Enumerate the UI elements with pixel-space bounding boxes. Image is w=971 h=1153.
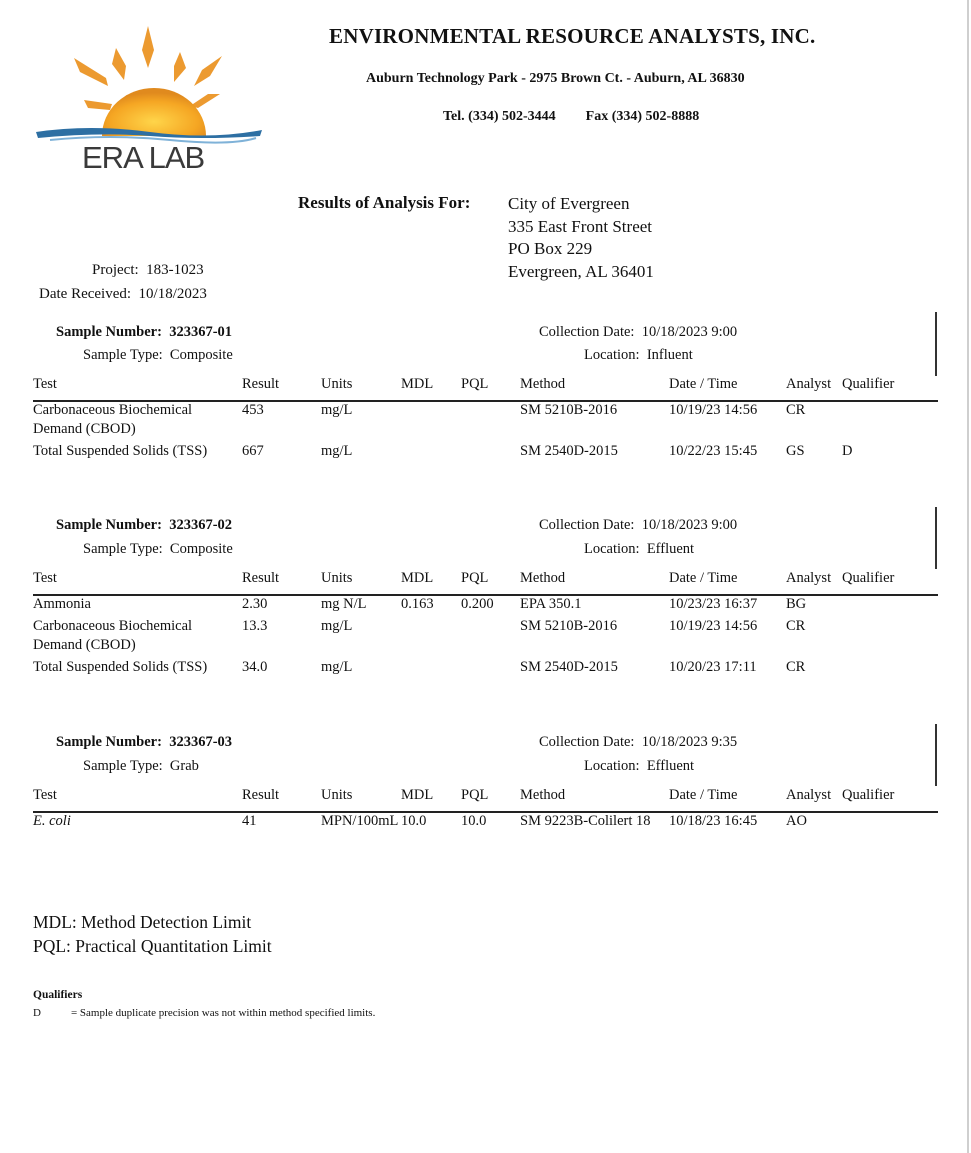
project-label: Project:: [92, 262, 139, 278]
sample-number: Sample Number: 323367-02: [56, 517, 233, 533]
qualifier-description: = Sample duplicate precision was not within method specified limits.: [70, 1007, 376, 1019]
collection-date: Collection Date: 10/18/2023 9:00: [539, 324, 738, 340]
project-line: [92, 262, 204, 279]
report-page: ERA LAB ENVIRONMENTAL RESOURCE ANALYSTS, INC. Auburn Technology Park - 2975 Brown Ct. - Auburn, AL 36830 Tel. (334) 502-3444 Fax (334) 502-8888 Results of Analysis For: City of Evergreen 335 East Front Street PO Box 229 Evergreen, AL 36401 Project: 183-1023 Date Received: 10/18/2023 Sample Number: 323367-01 Sample Type: Composite Collection Date: 10/18/2023 9:00 Location: Influent Test Result Units MDL PQL Method Date / Time Analyst Qualifier Carbonaceous Biochemical Demand (CBOD) 453 mg/L SM 5210B-2016 10/19/23 14:56 CR Total Suspended Solids (TSS) 667 mg/L SM 2540D-2015 10/22/23 15:45 GS D Sample Number: 323367-02 Sample Type: Composite Collection Date: 10/18/2023 9:00 Location: Effluent Test Result Units MDL PQL Method Date / Time Analyst Qualifier Ammonia 2.30 mg N/L 0.163 0.200 EPA 350.1 10/23/23 16:37 BG Carbonaceous Biochemical Demand (CBOD) 13.3 mg/L SM 5210B-2016 10/19/23 14:56 CR Total Suspended Solids (TSS) 34.0 mg/L SM 2540D-2015 10/20/23 17:11 CR Sample Number: 323367-03 Sample Type: Grab Collection Date: 10/18/2023 9:35 Location: Effluent Test Result Units MDL PQL Method Date / Time Analyst Qualifier E. coli 41 MPN/100mL 10.0 10.0 SM 9223B-Colilert 18 10/18/23 16:45 AO MDL: Method Detection Limit PQL: Practical Quantitation Limit Qualifiers D = Sample duplicate precision was not within method specified limits.: [0, 0, 969, 1153]
collection-date: Collection Date: 10/18/2023 9:00: [539, 517, 738, 533]
date-received-value: 10/18/2023: [138, 286, 207, 302]
sample-location: Location: Effluent: [584, 758, 695, 774]
sample-type: Sample Type: Grab: [83, 758, 199, 774]
company-name: ENVIRONMENTAL RESOURCE ANALYSTS, INC.: [329, 24, 816, 48]
table-header: Test Result Units MDL PQL Method Date / Time Analyst Qualifier: [33, 376, 938, 402]
qualifier-definition: [33, 1007, 375, 1019]
client-street: 335 East Front Street: [508, 216, 653, 236]
client-po: PO Box 229: [508, 239, 593, 258]
results-for-label: Results of Analysis For:: [298, 193, 471, 212]
pql-note: PQL: Practical Quantitation Limit: [33, 936, 272, 956]
table-header: Test Result Units MDL PQL Method Date / Time Analyst Qualifier: [33, 570, 938, 596]
client-city: Evergreen, AL 36401: [508, 261, 654, 281]
svg-text:ERA LAB: ERA LAB: [82, 140, 205, 175]
sample-number: Sample Number: 323367-03: [56, 734, 233, 750]
collection-date: Collection Date: 10/18/2023 9:35: [539, 734, 738, 750]
sample-divider: [935, 724, 937, 786]
table-header: Test Result Units MDL PQL Method Date / Time Analyst Qualifier: [33, 787, 938, 813]
date-received-line: [39, 286, 207, 303]
sample-type: Sample Type: Composite: [83, 347, 233, 363]
era-lab-logo: [30, 20, 270, 175]
tel-text: Tel. (334) 502-3444: [443, 109, 556, 124]
sample-location: Location: Influent: [584, 347, 693, 363]
qualifier-code: D: [33, 1007, 41, 1019]
fax-text: Fax (334) 502-8888: [585, 109, 700, 124]
sample-location: Location: Effluent: [584, 541, 695, 557]
client-address-block: [508, 193, 654, 283]
qualifiers-heading: Qualifiers: [33, 989, 83, 1001]
project-value: 183-1023: [146, 262, 204, 278]
sample-divider: [935, 312, 937, 376]
sample-divider: [935, 507, 937, 569]
company-address: Auburn Technology Park - 2975 Brown Ct. - Auburn, AL 36830: [366, 71, 745, 86]
mdl-note: MDL: Method Detection Limit: [33, 912, 252, 932]
client-name: City of Evergreen: [508, 194, 630, 213]
sample-number: Sample Number: 323367-01: [56, 324, 233, 340]
date-received-label: Date Received:: [39, 286, 132, 302]
sample-type: Sample Type: Composite: [83, 541, 233, 557]
company-phone: [443, 109, 699, 125]
